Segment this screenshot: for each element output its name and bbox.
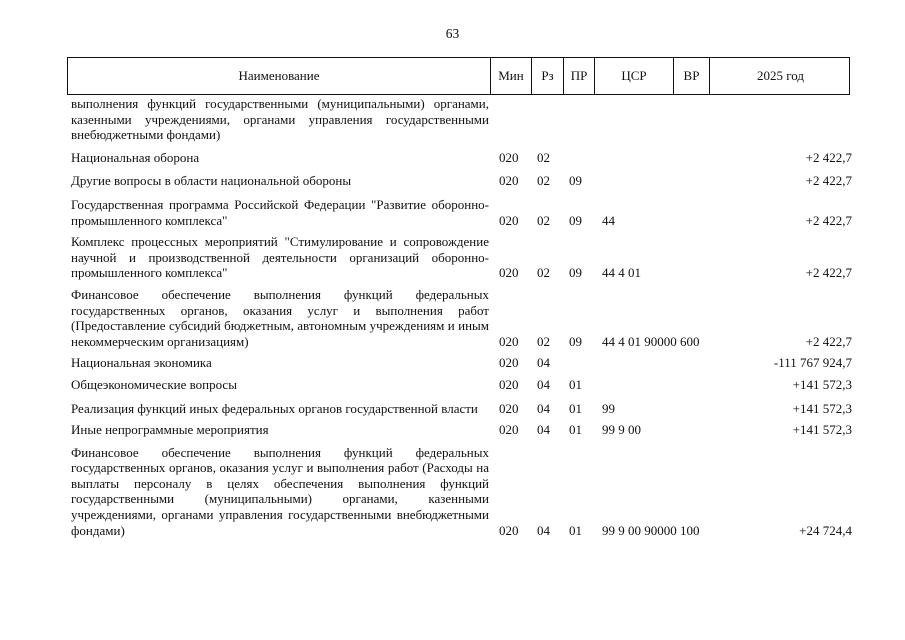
row-min-cell: 020 — [499, 422, 519, 438]
table-header — [67, 57, 850, 95]
row-sum-cell: +141 572,3 — [792, 400, 852, 416]
row-min-cell: 020 — [499, 333, 519, 349]
row-vr-cell: 100 — [680, 522, 700, 538]
budget-table — [67, 57, 850, 538]
row-pr-cell: 01 — [569, 422, 582, 438]
row-sum-cell: +2 422,7 — [805, 173, 852, 189]
row-name-cell: Финансовое обеспечение выполнения функций федеральных государственных органов, оказания услуг и выполнения работ (Предоставление субсидий бюджетным, автономным учреждениям и иным некоммерческим организациям) — [71, 286, 489, 349]
row-rz-cell: 02 — [537, 212, 550, 228]
row-sum-cell: +141 572,3 — [792, 376, 852, 392]
row-pr-cell: 01 — [569, 522, 582, 538]
row-name-cell: Иные непрограммные мероприятия — [71, 422, 269, 438]
row-name-cell: Национальная экономика — [71, 355, 212, 371]
table-row — [67, 355, 850, 371]
row-pr-cell: 09 — [569, 265, 582, 281]
row-min-cell: 020 — [499, 355, 519, 371]
row-rz-cell: 04 — [537, 422, 550, 438]
table-row — [67, 96, 850, 143]
row-pr-cell: 09 — [569, 333, 582, 349]
row-sum-cell: +2 422,7 — [805, 265, 852, 281]
page-number: 63 — [445, 26, 460, 41]
row-min-cell: 020 — [499, 400, 519, 416]
col-header-pr: ПР — [563, 58, 594, 94]
row-pr-cell: 01 — [569, 376, 582, 392]
col-header-rz: Рз — [531, 58, 563, 94]
col-header-year: 2025 год — [709, 58, 851, 94]
row-csr-cell: 99 — [602, 400, 615, 416]
row-csr-cell: 99 9 00 — [602, 422, 641, 438]
row-pr-cell: 01 — [569, 400, 582, 416]
row-rz-cell: 02 — [537, 265, 550, 281]
row-sum-cell: -111 767 924,7 — [773, 355, 852, 371]
row-min-cell: 020 — [499, 173, 519, 189]
row-pr-cell: 09 — [569, 173, 582, 189]
row-name-cell: Другие вопросы в области национальной обороны — [71, 173, 352, 189]
row-csr-cell: 44 4 01 90000 — [602, 333, 677, 349]
row-csr-cell: 44 — [602, 212, 615, 228]
row-sum-cell: +2 422,7 — [805, 212, 852, 228]
row-rz-cell: 04 — [537, 376, 550, 392]
table-row — [67, 287, 850, 349]
row-rz-cell: 02 — [537, 333, 550, 349]
row-rz-cell: 02 — [537, 149, 550, 165]
row-min-cell: 020 — [499, 265, 519, 281]
row-vr-cell: 600 — [680, 333, 700, 349]
row-rz-cell: 04 — [537, 522, 550, 538]
row-min-cell: 020 — [499, 149, 519, 165]
row-sum-cell: +2 422,7 — [805, 149, 852, 165]
table-row — [67, 377, 850, 393]
row-sum-cell: +141 572,3 — [792, 422, 852, 438]
row-csr-cell: 44 4 01 — [602, 265, 641, 281]
table-body — [67, 96, 850, 538]
row-sum-cell: +24 724,4 — [799, 522, 852, 538]
col-header-name: Наименование — [238, 68, 320, 83]
row-name-cell: Государственная программа Российской Федерации "Развитие оборонно-промышленного комплекса" — [71, 196, 489, 228]
row-rz-cell: 02 — [537, 173, 550, 189]
table-row — [67, 197, 850, 228]
row-sum-cell: +2 422,7 — [805, 333, 852, 349]
col-header-vr: ВР — [673, 58, 709, 94]
row-name-cell: Общеэкономические вопросы — [71, 376, 237, 392]
col-header-min: Мин — [490, 58, 531, 94]
row-min-cell: 020 — [499, 212, 519, 228]
table-row — [67, 173, 850, 189]
row-pr-cell: 09 — [569, 212, 582, 228]
table-row — [67, 422, 850, 438]
row-name-cell: Финансовое обеспечение выполнения функций федеральных государственных органов, оказания услуг и выполнения работ (Расходы на выплаты персоналу в целях обеспечения выполнения функций государственными (муниципальными) органами, казенными учреждениями, органами управления государственными внебюджетными фондами) — [71, 444, 489, 538]
row-csr-cell: 99 9 00 90000 — [602, 522, 677, 538]
row-name-cell: Национальная оборона — [71, 149, 200, 165]
table-row — [67, 150, 850, 166]
table-row — [67, 445, 850, 539]
row-name-cell: Реализация функций иных федеральных органов государственной власти — [71, 400, 478, 416]
row-name-cell: Комплекс процессных мероприятий "Стимулирование и сопровождение научной и производственной деятельности организаций оборонно-промышленного комплекса" — [71, 234, 489, 281]
col-header-csr: ЦСР — [594, 58, 673, 94]
table-row — [67, 234, 850, 281]
row-rz-cell: 04 — [537, 400, 550, 416]
row-name-cell: выполнения функций государственными (муниципальными) органами, казенными учреждениями, органами управления государственными внебюджетными фондами) — [71, 96, 489, 143]
table-row — [67, 401, 850, 417]
row-min-cell: 020 — [499, 376, 519, 392]
row-rz-cell: 04 — [537, 355, 550, 371]
row-min-cell: 020 — [499, 522, 519, 538]
